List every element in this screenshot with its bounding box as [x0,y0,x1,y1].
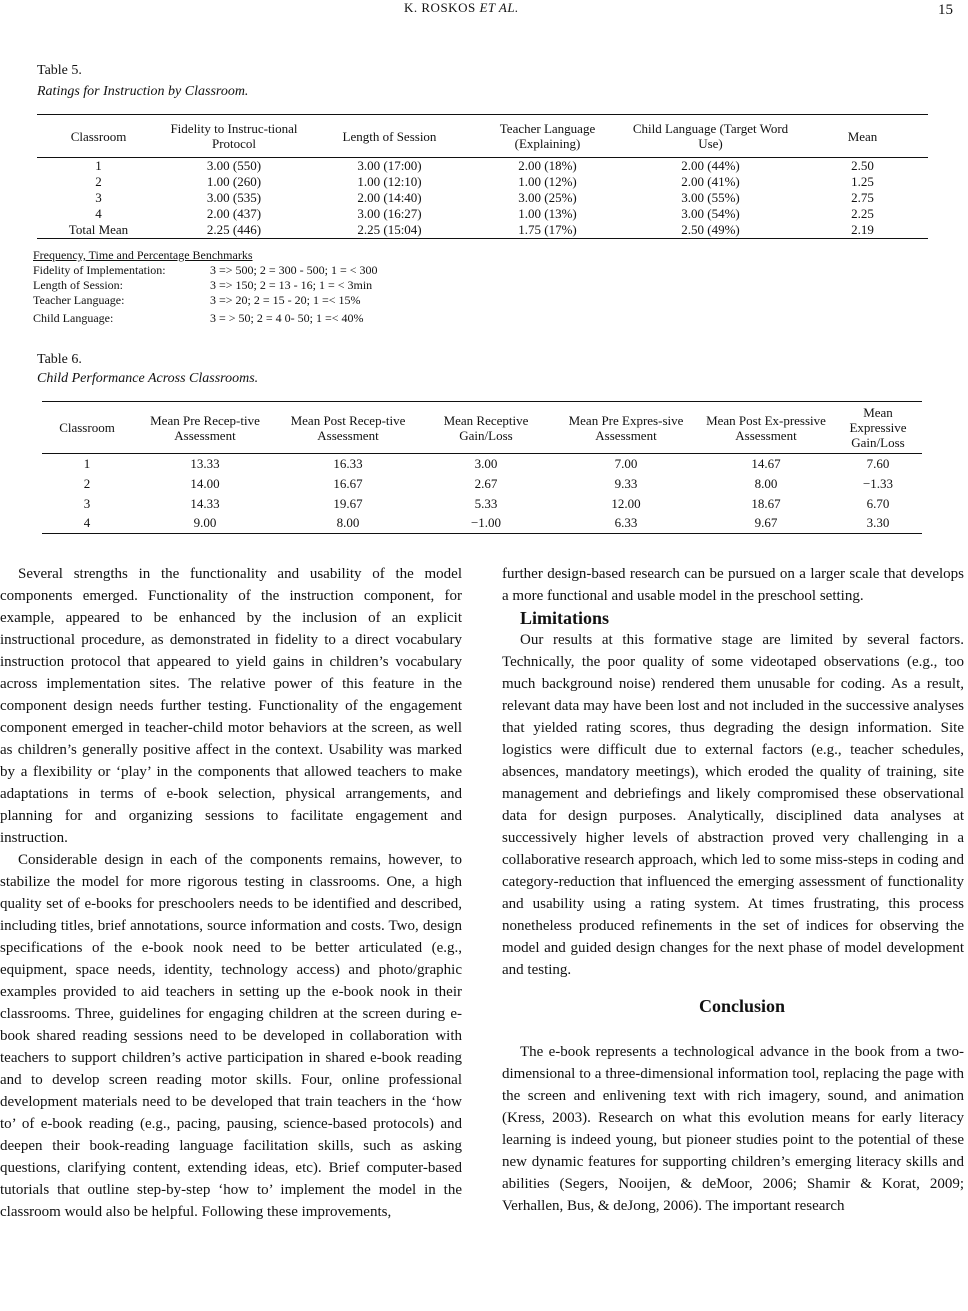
table-cell: 2.25 (446) [206,222,262,237]
table-cell: 3.30 [866,515,890,531]
column-header: Mean Post Recep-tive Assessment [290,412,406,443]
body-paragraph: Considerable design in each of the components remains, however, to stabilize the model for more rigorous testing in classrooms. One, a high quality set of e-books for preschoolers needs to be identified and described, including titles, brief annotations, source information and costs. Two, design specifications of the e-book nook need to be better articulated (e.g., equipment, space needs, identity, technology access) and photo/graphic examples provided to aid teachers in setting up the e-book nook in their classrooms. Three, guidelines for engaging children at the screen during e-book shared reading sessions need to be developed in collaboration with teachers to support children’s active participation in shared e-book reading and to develop screen reading motor skills. Four, online professional development materials need to be developed that train teachers in the ‘how to’ of e-book reading (e.g., pacing, pausing, science-based protocols) and deepen their book-reading language facilitation skills, such as asking questions, clarifying content, extending ideas, etc). Brief computer-based tutorials that outline step-by-step ‘how to’ implement the model in the classroom would also be helpful. Following these improvements, [0,852,462,1220]
table-cell: 1.00 (12%) [518,174,577,189]
table-cell: 2 [83,475,91,491]
table-cell: −1.00 [470,515,502,531]
table-cell: 9.67 [754,515,778,531]
table-cell: 2.00 (14:40) [357,190,422,205]
table-cell: 1 [95,158,102,173]
table6-caption: Child Performance Across Classrooms. [37,371,259,386]
ratings-table [37,114,928,239]
column-header: Classroom [59,420,115,435]
column-header: Mean [847,128,878,144]
benchmark-row [33,293,378,307]
column-header: Mean Pre Expres-sive Assessment [568,412,684,443]
table-row [42,474,922,494]
table-cell: 18.67 [751,495,781,511]
table-cell: 3.00 (25%) [518,190,577,205]
left-column [0,563,462,1223]
table-cell: 2.00 (44%) [681,158,740,173]
table5-label: Table 5. [37,63,82,78]
table-row [42,514,922,534]
benchmark-label: Teacher Language: [33,293,125,307]
table-cell: 8.00 [754,475,778,491]
benchmark-value: 3 = > 50; 2 = 4 0- 50; 1 =< 40% [210,311,364,325]
table-cell: 2.25 [851,206,874,221]
benchmarks-notes [33,248,378,325]
table-cell: 2.00 (437) [206,206,262,221]
body-paragraph: Our results at this formative stage are limited by several factors. Technically, the poor quality of some videotaped observations (e.g., too much background noise) rendered them unusable for coding. As a result, relevant data may have been lost and not included in the successive analyses that yielded rating scores, thus degrading the design information. Site logistics were difficult due to external factors (e.g., teacher schedules, absences, mandatory meetings), which eroded the quality of training, site management and debriefings and likely compromised these observational data for design purposes. Analytically, disciplined data analyses at successively higher levels of abstraction proved very challenging in a collaborative research approach, which led to some miss-steps in coding and category-reduction that influenced the emerging assessment of functionality and usability using a rating system. At times frustrating, this process nonetheless produced refinements in the set of indices for observing the model and guided design changes for the next phase of model development and testing. [502,632,964,978]
table-cell: 2.67 [474,475,498,491]
table-cell: 5.33 [474,495,498,511]
table-cell: 2.50 (49%) [681,222,740,237]
table-cell: 2 [95,174,102,189]
table-cell: 3.00 (55%) [681,190,740,205]
right-column [502,563,964,1217]
table-cell: 8.00 [336,515,360,531]
table-cell: 2.75 [851,190,874,205]
table-cell: 4 [83,515,91,531]
table-cell: 9.00 [193,515,217,531]
table-cell: 3.00 (54%) [681,206,740,221]
table-row [37,158,928,175]
running-header [404,0,519,16]
table-cell: Total Mean [68,222,129,237]
column-header: Mean Post Ex-pressive Assessment [706,412,826,443]
benchmark-label: Child Language: [33,311,114,325]
performance-table [42,401,922,534]
table-cell: 3 [83,495,91,511]
benchmark-value: 3 => 150; 2 = 13 - 16; 1 = < 3min [210,278,373,292]
table-cell: 1.00 (12:10) [357,174,422,189]
table-cell: 3.00 (550) [206,158,262,173]
table-cell: 1.00 (13%) [518,206,577,221]
table-cell: 7.00 [614,455,638,471]
benchmark-label: Fidelity of Implementation: [33,263,166,277]
table-cell: 2.00 (18%) [518,158,577,173]
table-cell: 3.00 [474,455,498,471]
table-cell: −1.33 [862,475,894,491]
benchmark-label: Length of Session: [33,278,123,292]
table-cell: 3.00 (17:00) [357,158,422,173]
body-paragraph: The e-book represents a technological advance in the book from a two-dimensional to a three-dimensional information tool, replacing the page with the screen and enlivening text with rich imagery, sound, and animation (Kress, 2003). Research on what this evolution means for early literacy learning is indeed young, but pioneer studies point to the potential of these new dynamic features for supporting children’s emerging literacy skills and abilities (Segers, Nooijen, & deMoor, 2006; Shamir & Korat, 2009; Verhallen, Bus, & deJong, 2006). The important research [502,1044,964,1214]
table-cell: 2.19 [851,222,874,237]
table6-label: Table 6. [37,352,82,367]
table-cell: 13.33 [190,455,220,471]
table-cell: 1.25 [851,174,874,189]
limitations-heading: Limitations [520,608,610,628]
conclusion-heading: Conclusion [698,996,786,1016]
table-cell: 19.67 [333,495,363,511]
benchmark-row [33,263,378,277]
header-author-suffix: ET AL. [479,0,519,15]
column-header: Teacher Language (Explaining) [499,121,596,151]
table-row [42,494,922,514]
table-cell: 16.67 [333,475,363,491]
table-cell: 1.00 (260) [206,174,262,189]
table-cell: 3.00 (535) [206,190,262,205]
body-paragraph: Several strengths in the functionality and usability of the model components emerged. Functionality of the instruction component, for example, appeared to be enhanced by the inclusion of an explicit instructional procedure, as demonstrated in fidelity to a direct vocabulary instruction protocol that appeared to yield gains in children’s vocabulary across implementation sites. The relative power of this feature in the component design needs further testing. Functionality of the engagement component emerged in teacher-child motor behaviors at the screen, as well as children’s generally positive affect in the context. Usability was marked by a flexibility or ‘play’ in the components that allowed teachers to make adaptations in terms of e-book selection, physical arrangements, and planning for and organizing sessions to facilitate engagement and instruction. [0,566,462,846]
benchmarks-title: Frequency, Time and Percentage Benchmarks [33,248,253,262]
table-cell: 3.00 (16:27) [357,206,422,221]
benchmark-row [33,311,378,325]
table-cell: 1.75 (17%) [518,222,577,237]
column-header: Child Language (Target Word Use) [632,121,789,151]
column-header: Mean Expressive Gain/Loss [849,405,907,450]
column-header: Mean Receptive Gain/Loss [443,412,529,443]
table-cell: 2.00 (41%) [681,174,740,189]
header-author: K. ROSKOS [404,0,476,15]
table-row [37,206,928,222]
table-header-row [42,402,922,454]
table-cell: 7.60 [866,455,890,471]
table-cell: 1 [83,455,91,471]
table-cell: 14.33 [190,495,220,511]
benchmark-value: 3 => 500; 2 = 300 - 500; 1 = < 300 [210,263,378,277]
table-cell: 3 [95,190,102,205]
table-cell: 16.33 [333,455,363,471]
table5-body [37,158,928,239]
body-paragraph: further design-based research can be pursued on a larger scale that develops a more functional and usable model in the preschool setting. [502,566,964,604]
benchmark-value: 3 => 20; 2 = 15 - 20; 1 =< 15% [210,293,361,307]
table-cell: 6.33 [614,515,638,531]
benchmark-row [33,278,378,292]
table-cell: 14.00 [190,475,220,491]
table-row [37,174,928,190]
column-header: Mean Pre Recep-tive Assessment [150,412,260,443]
page-number: 15 [938,2,953,18]
table-cell: 12.00 [611,495,641,511]
table-cell: 9.33 [614,475,638,491]
column-header: Classroom [70,128,127,144]
table-cell: 2.50 [851,158,874,173]
table-cell: 14.67 [751,455,781,471]
table-row [37,190,928,206]
table-cell: 4 [95,206,102,221]
table-header-row [37,115,928,158]
table-row [42,454,922,474]
table-row [37,222,928,239]
table6-body [42,454,922,534]
column-header: Length of Session [342,128,437,144]
table-cell: 6.70 [866,495,890,511]
table-cell: 2.25 (15:04) [357,222,422,237]
table5-caption: Ratings for Instruction by Classroom. [37,84,249,99]
column-header: Fidelity to Instruc-tional Protocol [170,121,298,151]
